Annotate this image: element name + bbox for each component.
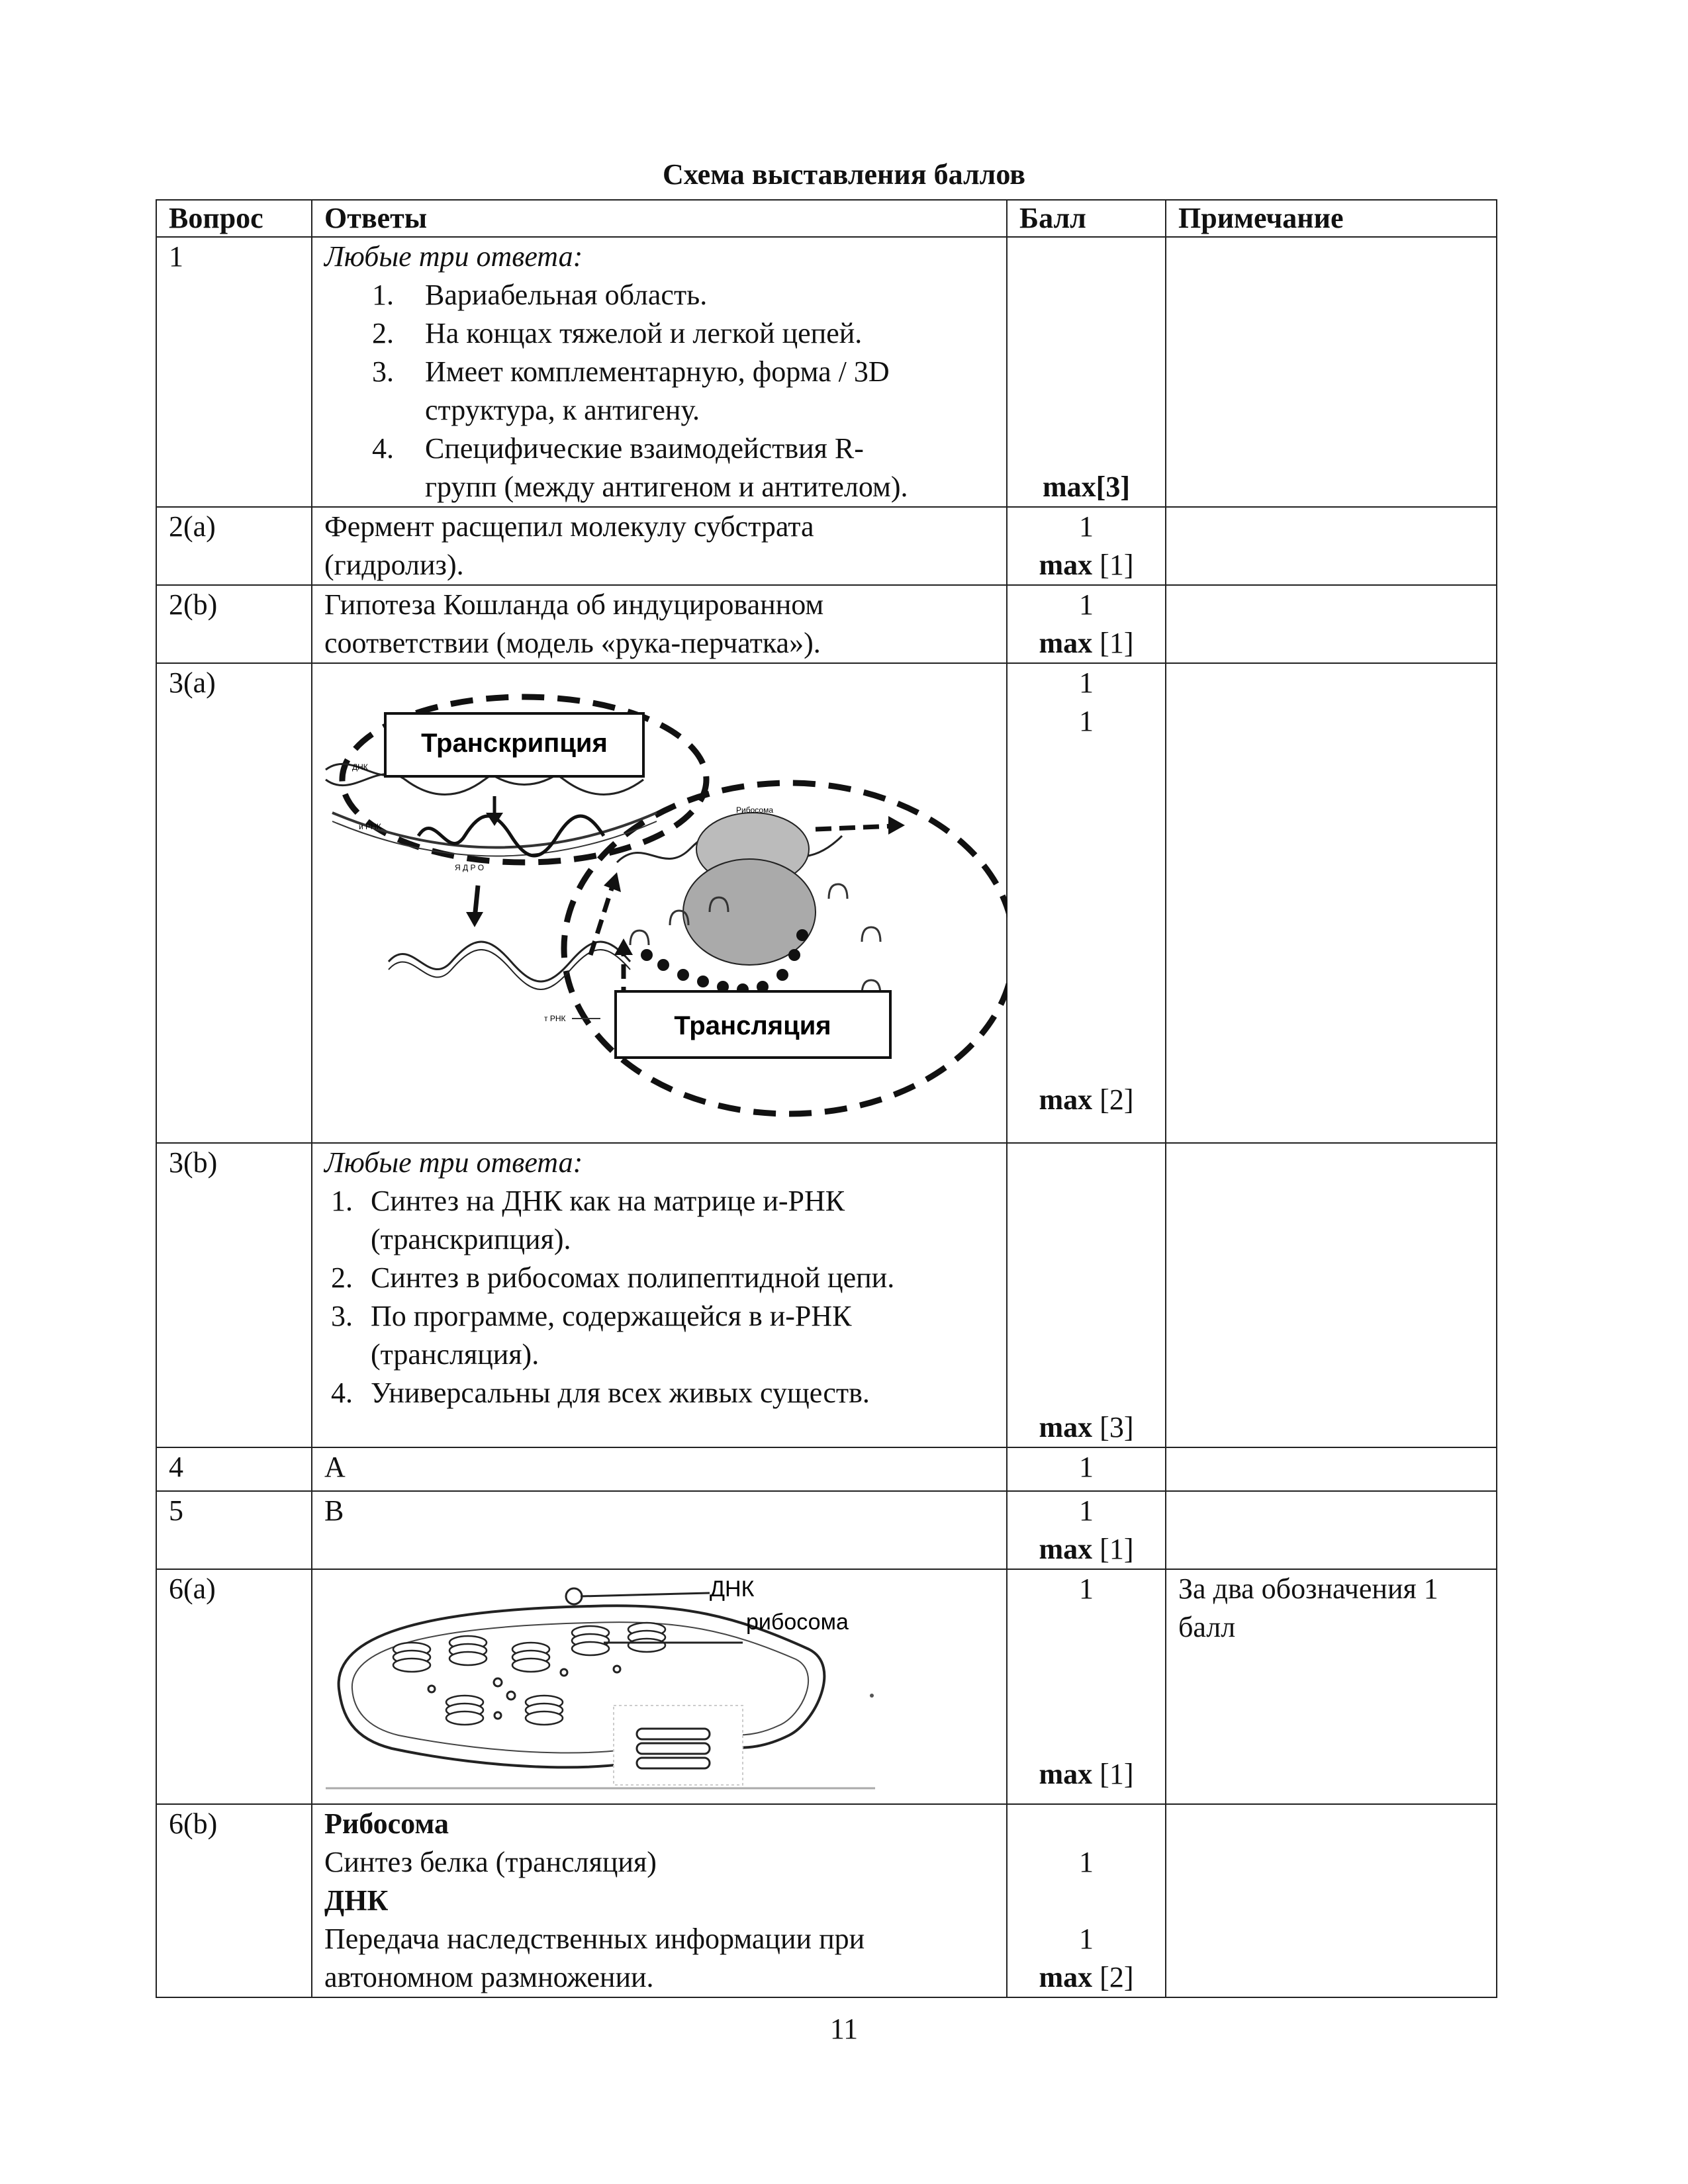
max-points: max[3] xyxy=(1043,471,1130,503)
points-cell xyxy=(1007,585,1166,663)
point-value: 1 xyxy=(1079,1494,1094,1527)
chloroplast-diagram xyxy=(312,1570,1008,1794)
note-cell xyxy=(1166,1804,1497,1997)
points-cell xyxy=(1007,1804,1166,1997)
header-note: Примечание xyxy=(1166,200,1497,237)
note-cell xyxy=(1166,663,1497,1143)
question-number: 3(b) xyxy=(156,1143,312,1447)
answer-cell: Гипотеза Кошланда об индуцированном соответствии (модель «рука-перчатка»). xyxy=(312,585,1007,663)
answer-cell xyxy=(312,237,1007,507)
table-row xyxy=(156,507,1497,585)
transcription-translation-diagram xyxy=(312,664,1008,1132)
points-cell xyxy=(1007,1143,1166,1447)
answer-intro: Любые три ответа: xyxy=(324,240,583,273)
answer-cell xyxy=(312,1569,1007,1804)
point-value: 1 xyxy=(1079,666,1094,699)
points-cell xyxy=(1007,1569,1166,1804)
points-cell xyxy=(1007,663,1166,1143)
table-row xyxy=(156,663,1497,1143)
question-number: 6(b) xyxy=(156,1804,312,1997)
point-value: 1 xyxy=(1079,1923,1094,1955)
table-row xyxy=(156,1804,1497,1997)
answer-cell: А xyxy=(312,1447,1007,1491)
mrna-strand xyxy=(418,816,604,856)
transcription-label: Транскрипция xyxy=(421,729,608,758)
table-row xyxy=(156,237,1497,507)
nucleus-label: Я Д Р О xyxy=(455,863,485,872)
header-row xyxy=(156,200,1497,237)
point-value: 1 xyxy=(1079,1572,1094,1605)
max-points: max [2] xyxy=(1039,1961,1134,1993)
note-cell xyxy=(1166,237,1497,507)
answer-heading: ДНК xyxy=(324,1884,389,1917)
list-item: 4. Универсальны для всех живых существ. xyxy=(331,1377,870,1409)
max-points: max [1] xyxy=(1039,627,1134,659)
question-number: 1 xyxy=(156,237,312,507)
note-cell xyxy=(1166,1447,1497,1491)
question-number: 2(a) xyxy=(156,507,312,585)
list-item: 3. По программе, содержащейся в и-РНК (трансляция). xyxy=(331,1300,852,1371)
points-cell xyxy=(1007,507,1166,585)
answer-cell: Фермент расщепил молекулу субстрата (гидролиз). xyxy=(312,507,1007,585)
table-row xyxy=(156,585,1497,663)
table-row xyxy=(156,1143,1497,1447)
point-value: 1 xyxy=(1079,705,1094,737)
note-cell xyxy=(1166,1143,1497,1447)
header-points: Балл xyxy=(1007,200,1166,237)
trna-label: т РНК xyxy=(544,1014,566,1023)
list-item: 2. Синтез в рибосомах полипептидной цепи. xyxy=(331,1261,895,1294)
table-row xyxy=(156,1569,1497,1804)
page-number: 11 xyxy=(829,2013,859,2045)
max-points: max [1] xyxy=(1039,549,1134,581)
max-points: max [2] xyxy=(1039,1083,1134,1116)
ribosome-icon xyxy=(683,813,816,965)
note-cell xyxy=(1166,1491,1497,1569)
ribosome-label: рибосома xyxy=(746,1610,849,1635)
question-number: 6(a) xyxy=(156,1569,312,1804)
list-item: 1. Синтез на ДНК как на матрице и-РНК (транскрипция). xyxy=(331,1185,845,1255)
answer-cell: В xyxy=(312,1491,1007,1569)
translation-label: Трансляция xyxy=(674,1011,831,1040)
max-points: max [1] xyxy=(1039,1758,1134,1790)
answer-cell xyxy=(312,663,1007,1143)
answer-heading: Рибосома xyxy=(324,1807,449,1840)
list-item: 1. Вариабельная область. xyxy=(372,279,708,311)
max-points: max [1] xyxy=(1039,1533,1134,1565)
dna-label: ДНК xyxy=(352,762,368,772)
note-cell xyxy=(1166,585,1497,663)
points-cell xyxy=(1007,237,1166,507)
answer-list xyxy=(324,1182,994,1412)
header-answers: Ответы xyxy=(312,200,1007,237)
mrna-label: и РНК xyxy=(359,822,381,831)
note-cell: За два обозначения 1 балл xyxy=(1166,1569,1497,1804)
answer-list xyxy=(324,276,994,506)
ribosome-label: Рибосома xyxy=(736,805,773,815)
page-title: Схема выставления баллов xyxy=(662,158,1025,191)
list-item: 3. Имеет комплементарную, форма / 3D структура, к антигену. xyxy=(372,355,890,426)
list-item: 4. Специфические взаимодействия R- групп (между антигеном и антителом). xyxy=(372,432,908,503)
point-value: 1 xyxy=(1079,588,1094,621)
points-cell xyxy=(1007,1447,1166,1491)
answer-cell: Рибосома Синтез белка (трансляция) ДНК Передача наследственных информации при автономном размножении. xyxy=(312,1804,1007,1997)
question-number: 4 xyxy=(156,1447,312,1491)
answer-cell xyxy=(312,1143,1007,1447)
note-cell xyxy=(1166,507,1497,585)
dna-label: ДНК xyxy=(710,1576,755,1602)
point-value: 1 xyxy=(1079,1846,1094,1878)
question-number: 2(b) xyxy=(156,585,312,663)
table-row xyxy=(156,1491,1497,1569)
answer-intro: Любые три ответа: xyxy=(324,1146,583,1179)
table-row xyxy=(156,1447,1497,1491)
scoring-table xyxy=(156,199,1497,1998)
thylakoid-icon xyxy=(637,1729,710,1768)
points-cell xyxy=(1007,1491,1166,1569)
header-question: Вопрос xyxy=(156,200,312,237)
question-number: 5 xyxy=(156,1491,312,1569)
point-value: 1 xyxy=(1079,510,1094,543)
list-item: 2. На концах тяжелой и легкой цепей. xyxy=(372,317,863,349)
point-value: 1 xyxy=(1079,1451,1094,1483)
question-number: 3(a) xyxy=(156,663,312,1143)
max-points: max [3] xyxy=(1039,1411,1134,1443)
